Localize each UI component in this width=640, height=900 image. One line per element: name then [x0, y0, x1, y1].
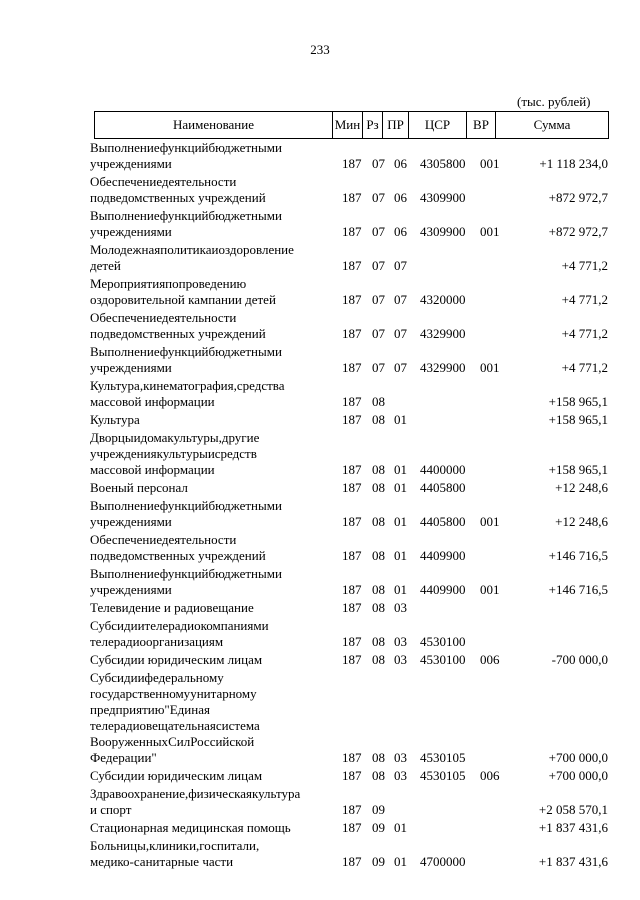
cell-csr: 4530100 [420, 634, 466, 649]
row-name-line: медико-санитарные части [90, 854, 234, 869]
cell-sum: +158 965,1 [548, 412, 608, 427]
row-name-line: учреждениями [90, 360, 172, 375]
row-name [90, 498, 334, 530]
cell-sum: +1 837 431,6 [538, 820, 608, 835]
cell-csr: 4530100 [420, 652, 466, 667]
row-name-line: учреждениями [90, 224, 172, 239]
header-sum: Сумма [495, 112, 608, 138]
cell-sum: +4 771,2 [561, 360, 608, 375]
cell-min: 187 [342, 258, 362, 273]
cell-min: 187 [342, 412, 362, 427]
cell-sum: +2 058 570,1 [538, 802, 608, 817]
cell-sum: +4 771,2 [561, 258, 608, 273]
cell-csr: 4329900 [420, 326, 466, 341]
row-name [90, 140, 334, 172]
cell-csr [420, 802, 480, 818]
cell-rz: 08 [372, 480, 385, 495]
cell-vr [480, 394, 510, 410]
header-name: Наименование [173, 117, 254, 132]
row-name-line: Стационарная медицинская помощь [90, 820, 291, 835]
units-label: (тыс. рублей) [517, 94, 591, 109]
cell-pr: 07 [394, 360, 407, 375]
table-row [90, 242, 610, 274]
table-row [90, 276, 610, 308]
row-codes [334, 600, 608, 616]
cell-rz: 08 [372, 394, 385, 409]
cell-vr: 001 [480, 224, 500, 239]
cell-pr: 06 [394, 156, 407, 171]
cell-sum [510, 600, 608, 616]
cell-vr: 006 [480, 768, 500, 783]
cell-csr [420, 600, 480, 616]
cell-csr [420, 258, 480, 274]
row-name-line: Здравоохранение,физическаякультура [90, 786, 301, 801]
cell-min: 187 [342, 224, 362, 239]
cell-pr [394, 394, 416, 410]
row-codes [334, 292, 608, 308]
cell-rz: 09 [372, 802, 385, 817]
cell-pr: 07 [394, 258, 407, 273]
cell-rz: 07 [372, 190, 385, 205]
cell-sum: +158 965,1 [548, 462, 608, 477]
row-name-line: Дворцыидомакультуры,другие [90, 430, 260, 445]
header-csr: ЦСР [408, 112, 466, 138]
cell-pr [394, 802, 416, 818]
row-name-line: Военый персонал [90, 480, 188, 495]
row-name-line: учреждениями [90, 582, 172, 597]
row-name [90, 838, 334, 870]
row-name-line: государственномуунитарному [90, 686, 257, 701]
row-codes [334, 360, 608, 376]
table-row [90, 498, 610, 530]
table-row [90, 344, 610, 376]
row-name-line: Выполнениефункцийбюджетными [90, 566, 282, 581]
row-name-line: Мероприятияпопроведению [90, 276, 247, 291]
table-row [90, 670, 610, 766]
cell-sum: +700 000,0 [548, 768, 608, 783]
row-name [90, 600, 334, 616]
row-name [90, 412, 334, 428]
row-codes [334, 326, 608, 342]
cell-rz: 07 [372, 292, 385, 307]
row-name-line: учреждениями [90, 156, 172, 171]
cell-rz: 07 [372, 224, 385, 239]
cell-min: 187 [342, 634, 362, 649]
cell-pr: 01 [394, 854, 407, 869]
cell-min: 187 [342, 750, 362, 765]
row-name [90, 378, 334, 410]
row-name [90, 310, 334, 342]
cell-vr [480, 190, 510, 206]
cell-vr [480, 412, 510, 428]
cell-pr: 01 [394, 480, 407, 495]
cell-vr [480, 750, 510, 766]
cell-csr: 4305800 [420, 156, 466, 171]
row-codes [334, 224, 608, 240]
cell-vr [480, 634, 510, 650]
row-name-line: Выполнениефункцийбюджетными [90, 344, 282, 359]
cell-vr: 001 [480, 582, 500, 597]
cell-pr: 01 [394, 582, 407, 597]
table-row [90, 310, 610, 342]
cell-vr [480, 292, 510, 308]
cell-sum: +12 248,6 [555, 480, 608, 495]
row-codes [334, 462, 608, 478]
cell-vr: 001 [480, 156, 500, 171]
row-name [90, 174, 334, 206]
row-name [90, 276, 334, 308]
row-name-line: предприятию"Единая [90, 702, 210, 717]
row-name-line: учреждениями [90, 514, 172, 529]
cell-sum: -700 000,0 [551, 652, 608, 667]
cell-pr: 03 [394, 768, 407, 783]
table-row [90, 140, 610, 172]
cell-pr: 01 [394, 820, 407, 835]
cell-pr: 03 [394, 634, 407, 649]
cell-sum: +146 716,5 [548, 548, 608, 563]
row-name-line: телерадиовещательнаясистема [90, 718, 260, 733]
row-name-line: Выполнениефункцийбюджетными [90, 140, 282, 155]
cell-sum: +146 716,5 [548, 582, 608, 597]
row-name-line: Выполнениефункцийбюджетными [90, 498, 282, 513]
cell-pr: 03 [394, 750, 407, 765]
cell-rz: 07 [372, 360, 385, 375]
cell-csr [420, 412, 480, 428]
cell-rz: 08 [372, 548, 385, 563]
cell-min: 187 [342, 652, 362, 667]
cell-pr: 06 [394, 190, 407, 205]
cell-rz: 07 [372, 156, 385, 171]
table-row [90, 618, 610, 650]
cell-csr [420, 820, 480, 836]
cell-vr [480, 820, 510, 836]
cell-csr: 4405800 [420, 514, 466, 529]
cell-sum: +4 771,2 [561, 326, 608, 341]
cell-vr: 001 [480, 360, 500, 375]
header-pr: ПР [382, 112, 408, 138]
cell-csr: 4409900 [420, 548, 466, 563]
cell-rz: 08 [372, 768, 385, 783]
cell-csr: 4530105 [420, 750, 466, 765]
row-name-line: Федерации" [90, 750, 157, 765]
table-row [90, 600, 610, 616]
table-row [90, 412, 610, 428]
row-name [90, 786, 334, 818]
cell-min: 187 [342, 462, 362, 477]
table-row [90, 820, 610, 836]
cell-pr: 03 [394, 600, 407, 615]
cell-sum: +158 965,1 [548, 394, 608, 409]
row-name [90, 618, 334, 650]
cell-min: 187 [342, 548, 362, 563]
row-codes [334, 750, 608, 766]
row-name-line: подведомственных учреждений [90, 548, 266, 563]
row-codes [334, 768, 608, 784]
row-codes [334, 190, 608, 206]
cell-vr [480, 854, 510, 870]
row-codes [334, 582, 608, 598]
row-name-line: Выполнениефункцийбюджетными [90, 208, 282, 223]
table-row [90, 566, 610, 598]
cell-min: 187 [342, 292, 362, 307]
row-name-line: Обеспечениедеятельности [90, 174, 237, 189]
row-name-line: массовой информации [90, 462, 215, 477]
cell-min: 187 [342, 600, 362, 615]
row-name-line: Культура [90, 412, 140, 427]
cell-csr [420, 394, 480, 410]
cell-sum: +1 837 431,6 [538, 854, 608, 869]
cell-pr: 03 [394, 652, 407, 667]
cell-rz: 07 [372, 326, 385, 341]
page-number: 233 [310, 42, 330, 57]
cell-rz: 08 [372, 514, 385, 529]
row-codes [334, 412, 608, 428]
row-name-line: Телевидение и радиовещание [90, 600, 254, 615]
cell-rz: 07 [372, 258, 385, 273]
row-name [90, 652, 334, 668]
cell-pr: 01 [394, 548, 407, 563]
row-codes [334, 820, 608, 836]
cell-pr: 01 [394, 462, 407, 477]
cell-vr [480, 326, 510, 342]
table-row [90, 838, 610, 870]
row-name-line: Больницы,клиники,госпитали, [90, 838, 260, 853]
row-name-line: Субсидиифедеральному [90, 670, 224, 685]
cell-sum: +872 972,7 [548, 190, 608, 205]
header-vr: ВР [466, 112, 495, 138]
row-codes [334, 258, 608, 274]
row-name-line: массовой информации [90, 394, 215, 409]
cell-pr: 07 [394, 326, 407, 341]
row-name-line: и спорт [90, 802, 132, 817]
cell-min: 187 [342, 854, 362, 869]
cell-sum: +4 771,2 [561, 292, 608, 307]
cell-csr: 4309900 [420, 224, 466, 239]
row-name [90, 242, 334, 274]
row-codes [334, 394, 608, 410]
row-name [90, 344, 334, 376]
cell-csr: 4320000 [420, 292, 466, 307]
row-codes [334, 548, 608, 564]
header-rz: Рз [362, 112, 382, 138]
cell-csr: 4409900 [420, 582, 466, 597]
row-name-line: Обеспечениедеятельности [90, 532, 237, 547]
cell-rz: 08 [372, 582, 385, 597]
cell-pr: 06 [394, 224, 407, 239]
cell-vr: 001 [480, 514, 500, 529]
cell-min: 187 [342, 190, 362, 205]
cell-rz: 08 [372, 412, 385, 427]
row-codes [334, 634, 608, 650]
cell-rz: 08 [372, 462, 385, 477]
cell-rz: 08 [372, 634, 385, 649]
row-name [90, 670, 334, 766]
cell-min: 187 [342, 768, 362, 783]
cell-csr: 4329900 [420, 360, 466, 375]
cell-min: 187 [342, 802, 362, 817]
table-header [94, 111, 609, 139]
cell-min: 187 [342, 480, 362, 495]
cell-vr: 006 [480, 652, 500, 667]
cell-vr [480, 548, 510, 564]
cell-sum: +12 248,6 [555, 514, 608, 529]
cell-vr [480, 802, 510, 818]
cell-pr: 01 [394, 514, 407, 529]
table-row [90, 208, 610, 240]
table-row [90, 378, 610, 410]
row-name-line: оздоровительной кампании детей [90, 292, 276, 307]
row-name [90, 820, 334, 836]
cell-min: 187 [342, 326, 362, 341]
cell-vr [480, 600, 510, 616]
row-name-line: учреждениякультурыисредств [90, 446, 257, 461]
row-name-line: Субсидии юридическим лицам [90, 768, 263, 783]
row-codes [334, 156, 608, 172]
cell-sum: +872 972,7 [548, 224, 608, 239]
row-codes [334, 854, 608, 870]
row-name-line: Обеспечениедеятельности [90, 310, 237, 325]
cell-vr [480, 462, 510, 478]
cell-min: 187 [342, 582, 362, 597]
row-codes [334, 480, 608, 496]
row-name-line: Субсидии юридическим лицам [90, 652, 263, 667]
cell-rz: 09 [372, 854, 385, 869]
cell-min: 187 [342, 360, 362, 375]
cell-rz: 08 [372, 652, 385, 667]
table-row [90, 174, 610, 206]
row-name [90, 480, 334, 496]
table-row [90, 652, 610, 668]
row-name-line: Субсидиителерадиокомпаниями [90, 618, 269, 633]
cell-min: 187 [342, 514, 362, 529]
cell-rz: 09 [372, 820, 385, 835]
table-row [90, 480, 610, 496]
cell-csr: 4400000 [420, 462, 466, 477]
row-name-line: подведомственных учреждений [90, 190, 266, 205]
cell-sum: +1 118 234,0 [539, 156, 608, 171]
row-name [90, 208, 334, 240]
row-name [90, 566, 334, 598]
row-name-line: детей [90, 258, 121, 273]
row-name [90, 430, 334, 478]
cell-sum: +700 000,0 [548, 750, 608, 765]
row-name-line: телерадиоорганизациям [90, 634, 224, 649]
cell-csr: 4530105 [420, 768, 466, 783]
row-name [90, 768, 334, 784]
row-name-line: Молодежнаяполитикаиоздоровление [90, 242, 294, 257]
cell-rz: 08 [372, 750, 385, 765]
cell-min: 187 [342, 156, 362, 171]
table-body [90, 140, 610, 872]
cell-csr: 4700000 [420, 854, 466, 869]
cell-min: 187 [342, 394, 362, 409]
table-row [90, 532, 610, 564]
row-name-line: подведомственных учреждений [90, 326, 266, 341]
row-codes [334, 802, 608, 818]
row-codes [334, 514, 608, 530]
table-row [90, 430, 610, 478]
row-name-line: ВооруженныхСилРоссийской [90, 734, 255, 749]
table-row [90, 768, 610, 784]
table-row [90, 786, 610, 818]
row-codes [334, 652, 608, 668]
cell-rz: 08 [372, 600, 385, 615]
cell-min: 187 [342, 820, 362, 835]
cell-vr [480, 258, 510, 274]
row-name [90, 532, 334, 564]
cell-csr: 4405800 [420, 480, 466, 495]
row-name-line: Культура,кинематография,средства [90, 378, 285, 393]
cell-sum [510, 634, 608, 650]
cell-pr: 07 [394, 292, 407, 307]
cell-pr: 01 [394, 412, 407, 427]
cell-vr [480, 480, 510, 496]
cell-csr: 4309900 [420, 190, 466, 205]
header-min: Мин [332, 112, 362, 138]
